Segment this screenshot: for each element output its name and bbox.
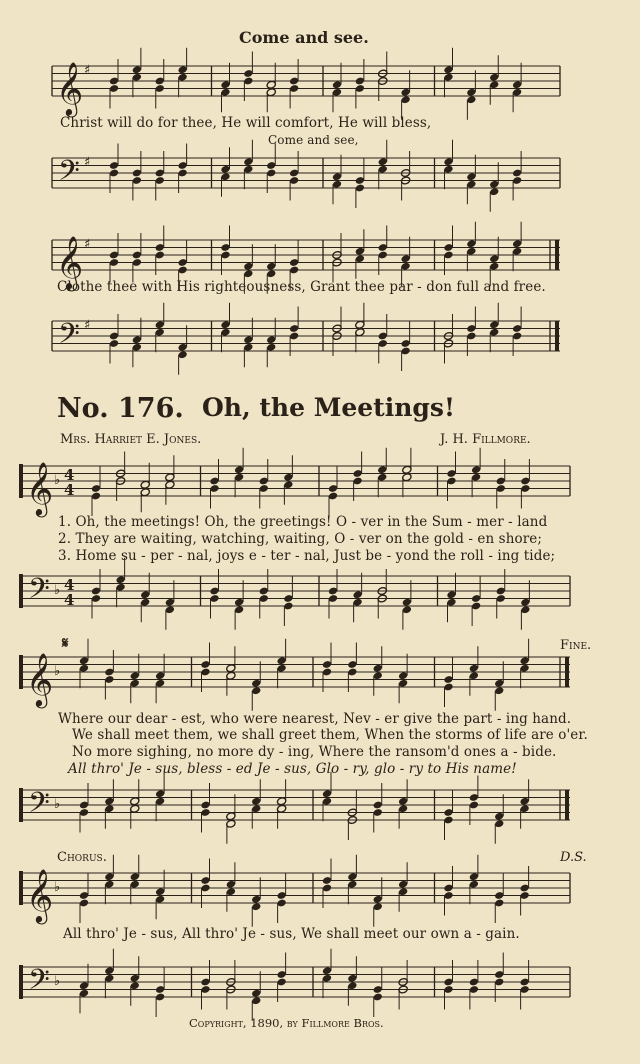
- composer-credit: J. H. Fillmore.: [440, 432, 531, 447]
- fine-label: Fine.: [560, 638, 592, 653]
- treble-staff-1: [0, 40, 640, 120]
- come-and-see-interlude: Come and see,: [268, 133, 359, 147]
- bass-staff-1: [0, 130, 640, 220]
- svg-text:𝄞: 𝄞: [56, 235, 84, 289]
- svg-text:4: 4: [64, 591, 75, 609]
- svg-text:𝄢: 𝄢: [58, 317, 80, 358]
- svg-text:𝄢: 𝄢: [28, 963, 50, 1004]
- svg-text:♯: ♯: [84, 236, 91, 252]
- verse-lyrics-line-2: 2. They are waiting, watching, waiting, O - ver on the gold - en shore;: [58, 531, 543, 547]
- lyrics-system-1: Christ will do for thee, He will comfort, He will bless,: [60, 115, 432, 131]
- bass-staff-2: [0, 295, 640, 375]
- lyrics-system-2: Clothe thee with His righteousness, Grant thee par - don full and free.: [57, 279, 546, 295]
- svg-text:♯: ♯: [84, 317, 91, 333]
- svg-text:𝄞: 𝄞: [56, 61, 84, 115]
- svg-text:4: 4: [64, 576, 75, 594]
- hymn-number: No. 176.: [57, 393, 184, 424]
- svg-text:𝄞: 𝄞: [26, 868, 54, 922]
- svg-text:♯: ♯: [84, 62, 91, 78]
- bass-staff-3: [0, 560, 640, 640]
- svg-text:♭: ♭: [54, 583, 61, 598]
- svg-text:♯: ♯: [84, 154, 91, 170]
- chorus-label: Chorus.: [57, 850, 107, 865]
- hymn-title: Oh, the Meetings!: [202, 393, 455, 422]
- bass-staff-5: [0, 945, 640, 1025]
- verse2-lyrics-line-3: No more sighing, no more dy - ing, Where the ransom'd ones a - bide.: [72, 744, 557, 760]
- segno-mark: 𝄋: [62, 634, 69, 652]
- svg-text:𝄞: 𝄞: [26, 652, 54, 706]
- bass-staff-4: [0, 775, 640, 855]
- svg-text:♭: ♭: [54, 974, 61, 989]
- svg-text:𝄢: 𝄢: [58, 154, 80, 195]
- treble-staff-4: [0, 640, 640, 720]
- verse-lyrics-line-3: 3. Home su - per - nal, joys e - ter - nal, Just be - yond the roll - ing tide;: [58, 548, 556, 564]
- ds-label: D.S.: [560, 850, 587, 865]
- svg-text:♭: ♭: [54, 797, 61, 812]
- chorus-lyrics: All thro' Je - sus, All thro' Je - sus, We shall meet our own a - gain.: [63, 926, 520, 942]
- svg-text:𝄢: 𝄢: [28, 786, 50, 827]
- verse2-lyrics-line-2: We shall meet them, we shall greet them, When the storms of life are o'er.: [72, 727, 588, 743]
- svg-text:4: 4: [64, 481, 75, 499]
- svg-text:♭: ♭: [54, 664, 61, 679]
- come-and-see-header: Come and see.: [239, 28, 369, 47]
- refrain-line: All thro' Je - sus, bless - ed Je - sus, Glo - ry, glo - ry to His name!: [68, 761, 517, 777]
- copyright-notice: Copyright, 1890, by Fillmore Bros.: [189, 1016, 384, 1030]
- svg-text:4: 4: [64, 466, 75, 484]
- verse-lyrics-line-1: 1. Oh, the meetings! Oh, the greetings! O - ver in the Sum - mer - land: [58, 514, 548, 530]
- svg-text:♭: ♭: [54, 473, 61, 488]
- svg-text:𝄢: 𝄢: [28, 572, 50, 613]
- author-credit: Mrs. Harriet E. Jones.: [60, 432, 202, 447]
- svg-text:𝄞: 𝄞: [26, 461, 54, 515]
- verse2-lyrics-line-1: Where our dear - est, who were nearest, Nev - er give the part - ing hand.: [58, 711, 572, 727]
- svg-text:♭: ♭: [54, 880, 61, 895]
